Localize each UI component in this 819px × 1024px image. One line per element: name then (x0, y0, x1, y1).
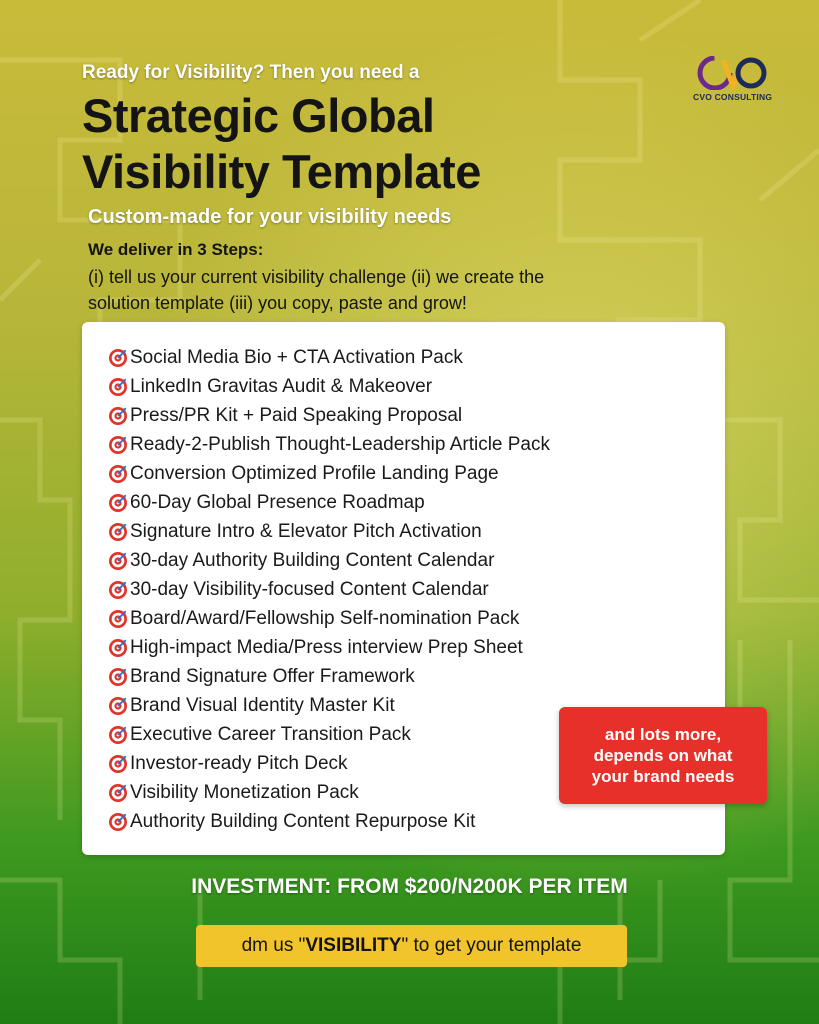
offer-item-label: 30-day Authority Building Content Calendar (130, 549, 495, 571)
target-icon (108, 783, 128, 803)
offer-item-label: LinkedIn Gravitas Audit & Makeover (130, 375, 433, 397)
offer-item-label: Investor-ready Pitch Deck (130, 752, 348, 774)
target-icon (108, 377, 128, 397)
badge-text (573, 724, 753, 787)
offer-item-label: Executive Career Transition Pack (130, 723, 411, 745)
offer-list-item (108, 749, 550, 778)
offer-item-label: Authority Building Content Repurpose Kit (130, 810, 476, 832)
target-icon (108, 667, 128, 687)
offer-item-label: Press/PR Kit + Paid Speaking Proposal (130, 404, 463, 426)
offer-item-label: Visibility Monetization Pack (130, 781, 359, 803)
offer-item-label: Brand Signature Offer Framework (130, 665, 415, 687)
offer-item-label: 30-day Visibility-focused Content Calendar (130, 578, 489, 600)
steps-line-2: solution template (iii) you copy, paste and grow! (88, 293, 467, 313)
offer-item-label: Conversion Optimized Profile Landing Page (130, 462, 499, 484)
more-options-badge (559, 707, 767, 804)
offer-list-item (108, 488, 550, 517)
target-icon (108, 435, 128, 455)
offer-list-item (108, 372, 550, 401)
offer-list-item (108, 807, 550, 836)
target-icon (108, 754, 128, 774)
badge-line-1: and lots more, (604, 725, 722, 744)
offer-list-item (108, 517, 550, 546)
steps-heading: We deliver in 3 Steps: (88, 240, 264, 259)
offer-item-label: High-impact Media/Press interview Prep Sheet (130, 636, 523, 658)
target-icon (108, 464, 128, 484)
brand-logo (693, 56, 783, 106)
target-icon (108, 551, 128, 571)
target-icon (108, 580, 128, 600)
kicker-text: Ready for Visibility? Then you need a (82, 62, 420, 83)
offer-list-item (108, 604, 550, 633)
target-icon (108, 348, 128, 368)
badge-line-3: your brand needs (591, 767, 735, 786)
badge-line-2: depends on what (593, 746, 733, 765)
offer-item-label: Brand Visual Identity Master Kit (130, 694, 395, 716)
target-icon (108, 696, 128, 716)
subtitle: Custom-made for your visibility needs (88, 206, 452, 228)
investment-price: INVESTMENT: FROM $200/N200K PER ITEM (191, 875, 628, 898)
offer-list-item (108, 691, 550, 720)
title-line-1: Strategic Global (82, 89, 435, 142)
offer-list-item (108, 720, 550, 749)
target-icon (108, 522, 128, 542)
page-title (82, 88, 642, 200)
target-icon (108, 725, 128, 745)
offer-list-item (108, 546, 550, 575)
offer-item-label: Ready-2-Publish Thought-Leadership Article Pack (130, 433, 550, 455)
offer-item-label: 60-Day Global Presence Roadmap (130, 491, 425, 513)
offer-list-item (108, 575, 550, 604)
steps-description (88, 264, 688, 316)
steps-line-1: (i) tell us your current visibility challenge (ii) we create the (88, 267, 545, 287)
dm-cta-button[interactable] (196, 925, 627, 967)
cta-keyword: VISIBILITY (305, 935, 402, 956)
offer-list-item (108, 662, 550, 691)
target-icon (108, 609, 128, 629)
offer-list-item (108, 401, 550, 430)
target-icon (108, 493, 128, 513)
target-icon (108, 812, 128, 832)
brand-name: CVO CONSULTING (693, 92, 773, 102)
offer-list-item (108, 778, 550, 807)
cta-suffix: " to get your template (401, 935, 582, 956)
offer-item-label: Signature Intro & Elevator Pitch Activation (130, 520, 482, 542)
offer-list-item (108, 633, 550, 662)
target-icon (108, 638, 128, 658)
target-icon (108, 406, 128, 426)
offer-list-item (108, 343, 550, 372)
offer-list-item (108, 459, 550, 488)
offer-item-label: Board/Award/Fellowship Self-nomination Pack (130, 607, 520, 629)
offer-item-label: Social Media Bio + CTA Activation Pack (130, 346, 463, 368)
cvo-logo-icon (697, 56, 767, 90)
title-line-2: Visibility Template (82, 145, 481, 198)
offer-list (108, 343, 550, 836)
cta-prefix: dm us " (241, 935, 306, 956)
offer-list-item (108, 430, 550, 459)
